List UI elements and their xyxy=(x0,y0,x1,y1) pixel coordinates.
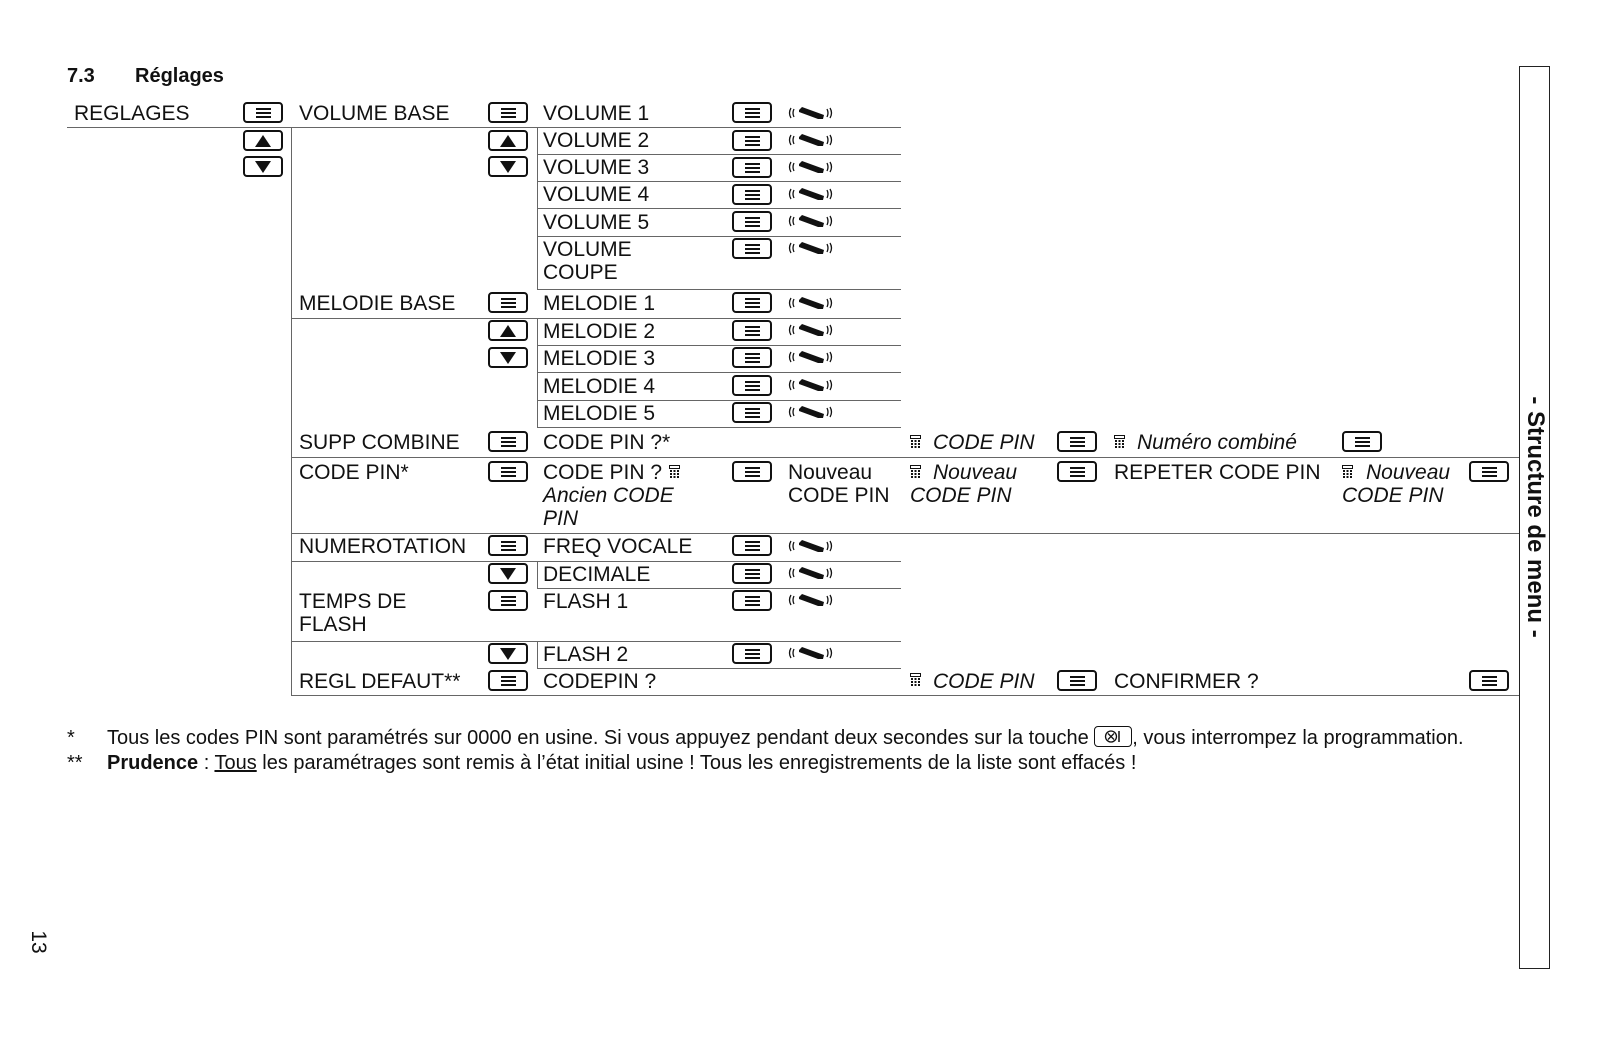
input-repeter-nouveau-code-pin: CODE PIN xyxy=(1342,484,1444,507)
menu-key-icon xyxy=(732,211,772,232)
menu-key-icon xyxy=(243,102,283,123)
rule xyxy=(537,561,538,588)
ringing-handset-icon xyxy=(788,158,836,176)
rule xyxy=(537,588,901,589)
menu-key-icon xyxy=(1057,431,1097,452)
menu-key-icon xyxy=(488,461,528,482)
rule xyxy=(537,345,901,346)
up-arrow-key-icon xyxy=(488,130,528,151)
rule xyxy=(67,127,292,128)
ringing-handset-icon xyxy=(788,564,836,582)
page-number: 13 xyxy=(27,930,50,954)
menu-key-icon xyxy=(488,292,528,313)
ringing-handset-icon xyxy=(788,321,836,339)
rule xyxy=(291,457,1519,458)
rule xyxy=(537,127,901,128)
item-volume-coupe-line2: COUPE xyxy=(543,261,618,284)
keypad-icon xyxy=(669,465,680,479)
keypad-icon xyxy=(910,435,921,449)
menu-key-icon xyxy=(732,461,772,482)
ringing-handset-icon xyxy=(788,644,836,662)
item-repeter-code-pin: REPETER CODE PIN xyxy=(1114,461,1321,484)
menu-temps-de-flash-line2: FLASH xyxy=(299,613,367,636)
ringing-handset-icon xyxy=(788,185,836,203)
menu-key-icon xyxy=(732,375,772,396)
menu-key-icon xyxy=(488,590,528,611)
item-nouveau: Nouveau xyxy=(788,461,873,484)
menu-volume-base: VOLUME BASE xyxy=(299,102,450,125)
menu-key-icon xyxy=(732,402,772,423)
rule xyxy=(537,668,901,669)
ringing-handset-icon xyxy=(788,376,836,394)
item-confirmer: CONFIRMER ? xyxy=(1114,670,1259,693)
item-flash-2: FLASH 2 xyxy=(543,643,629,666)
input-nouveau: Nouveau xyxy=(933,461,1018,484)
ringing-handset-icon xyxy=(788,239,836,257)
rule xyxy=(291,561,901,562)
item-melodie-4: MELODIE 4 xyxy=(543,375,656,398)
footnote-2-bold: Prudence xyxy=(107,752,199,774)
footnote-1-text-b: , vous interrompez la programmation. xyxy=(1132,727,1464,749)
rule xyxy=(291,318,901,319)
menu-key-icon xyxy=(1057,461,1097,482)
ringing-handset-icon xyxy=(788,104,836,122)
ringing-handset-icon xyxy=(788,348,836,366)
menu-key-icon xyxy=(732,157,772,178)
down-arrow-key-icon xyxy=(488,347,528,368)
footnote-1 xyxy=(107,726,1464,750)
rule xyxy=(291,533,1519,534)
down-arrow-key-icon xyxy=(488,643,528,664)
ringing-handset-icon xyxy=(788,591,836,609)
item-code-pin-query-star: CODE PIN ?* xyxy=(543,431,671,454)
item-melodie-2: MELODIE 2 xyxy=(543,320,656,343)
menu-regl-defaut: REGL DEFAUT** xyxy=(299,670,461,693)
footnote-2-underline: Tous xyxy=(214,752,257,774)
menu-key-icon xyxy=(732,292,772,313)
item-volume-coupe-line1: VOLUME xyxy=(543,238,632,261)
item-freq-vocale: FREQ VOCALE xyxy=(543,535,693,558)
input-code-pin-defaut: CODE PIN xyxy=(933,670,1035,693)
item-ancien-code-pin-line2: PIN xyxy=(543,507,579,530)
rule xyxy=(291,641,901,642)
menu-key-icon xyxy=(488,431,528,452)
ringing-handset-icon xyxy=(788,537,836,555)
item-melodie-1: MELODIE 1 xyxy=(543,292,656,315)
keypad-icon xyxy=(1114,435,1125,449)
input-numero-combine: Numéro combiné xyxy=(1137,431,1297,454)
item-flash-1: FLASH 1 xyxy=(543,590,629,613)
ringing-handset-icon xyxy=(788,131,836,149)
footnote-2-sep: : xyxy=(198,752,215,774)
menu-melodie-base: MELODIE BASE xyxy=(299,292,456,315)
rule xyxy=(291,695,1519,696)
item-codepin-query: CODEPIN ? xyxy=(543,670,657,693)
rule xyxy=(537,181,901,182)
section-number: 7.3 xyxy=(67,65,95,87)
menu-temps-de-flash-line1: TEMPS DE xyxy=(299,590,407,613)
item-decimale: DECIMALE xyxy=(543,563,651,586)
menu-key-icon xyxy=(1469,461,1509,482)
menu-key-icon xyxy=(1342,431,1382,452)
item-melodie-5: MELODIE 5 xyxy=(543,402,656,425)
footnote-1-mark: * xyxy=(67,727,75,749)
footnote-1-text-a: Tous les codes PIN sont paramétrés sur 0000 en usine. Si vous appuyez pendant deux secondes sur la touche xyxy=(107,727,1089,749)
down-arrow-key-icon xyxy=(488,563,528,584)
rule xyxy=(537,400,901,401)
up-arrow-key-icon xyxy=(243,130,283,151)
down-arrow-key-icon xyxy=(488,156,528,177)
input-nouveau-code-pin: CODE PIN xyxy=(910,484,1012,507)
rule xyxy=(537,208,901,209)
ringing-handset-icon xyxy=(788,294,836,312)
rule xyxy=(537,641,538,668)
menu-key-icon xyxy=(488,670,528,691)
rule xyxy=(291,127,537,128)
menu-supp-combine: SUPP COMBINE xyxy=(299,431,460,454)
item-volume-1: VOLUME 1 xyxy=(543,102,650,125)
footnote-2 xyxy=(107,751,1136,775)
menu-key-icon xyxy=(488,102,528,123)
ringing-handset-icon xyxy=(788,403,836,421)
footnote-2-rest: les paramétrages sont remis à l’état initial usine ! Tous les enregistrements de la liste sont effacés ! xyxy=(256,752,1137,774)
menu-code-pin: CODE PIN* xyxy=(299,461,409,484)
menu-key-icon xyxy=(732,347,772,368)
rule xyxy=(537,427,901,428)
item-ancien-code-pin-line1: Ancien CODE xyxy=(543,484,674,507)
item-volume-3: VOLUME 3 xyxy=(543,156,650,179)
item-melodie-3: MELODIE 3 xyxy=(543,347,656,370)
rule xyxy=(537,318,538,428)
menu-key-icon xyxy=(732,238,772,259)
menu-key-icon xyxy=(732,320,772,341)
menu-key-icon xyxy=(732,563,772,584)
section-title: Réglages xyxy=(135,65,224,87)
menu-key-icon xyxy=(732,535,772,556)
menu-key-icon xyxy=(732,102,772,123)
menu-key-icon xyxy=(732,643,772,664)
keypad-icon xyxy=(1342,465,1353,479)
keypad-icon xyxy=(910,465,921,479)
menu-key-icon xyxy=(732,184,772,205)
item-nouveau-code-pin: CODE PIN xyxy=(788,484,890,507)
menu-reglages: REGLAGES xyxy=(74,102,190,125)
input-repeter-nouveau: Nouveau xyxy=(1366,461,1451,484)
menu-key-icon xyxy=(1469,670,1509,691)
menu-numerotation: NUMEROTATION xyxy=(299,535,467,558)
item-volume-4: VOLUME 4 xyxy=(543,183,650,206)
input-code-pin: CODE PIN xyxy=(933,431,1035,454)
rule xyxy=(291,127,292,695)
cancel-key-icon xyxy=(1094,726,1132,747)
side-label: - Structure de menu - xyxy=(1522,396,1549,638)
down-arrow-key-icon xyxy=(243,156,283,177)
menu-key-icon xyxy=(1057,670,1097,691)
rule xyxy=(537,372,901,373)
menu-key-icon xyxy=(488,535,528,556)
up-arrow-key-icon xyxy=(488,320,528,341)
item-volume-2: VOLUME 2 xyxy=(543,129,650,152)
keypad-icon xyxy=(910,673,921,687)
item-volume-5: VOLUME 5 xyxy=(543,211,650,234)
footnote-2-mark: ** xyxy=(67,752,83,774)
menu-key-icon xyxy=(732,130,772,151)
item-code-pin-query: CODE PIN ? xyxy=(543,461,663,484)
ringing-handset-icon xyxy=(788,212,836,230)
rule xyxy=(537,236,901,237)
rule xyxy=(537,289,901,290)
menu-key-icon xyxy=(732,590,772,611)
rule xyxy=(537,154,901,155)
